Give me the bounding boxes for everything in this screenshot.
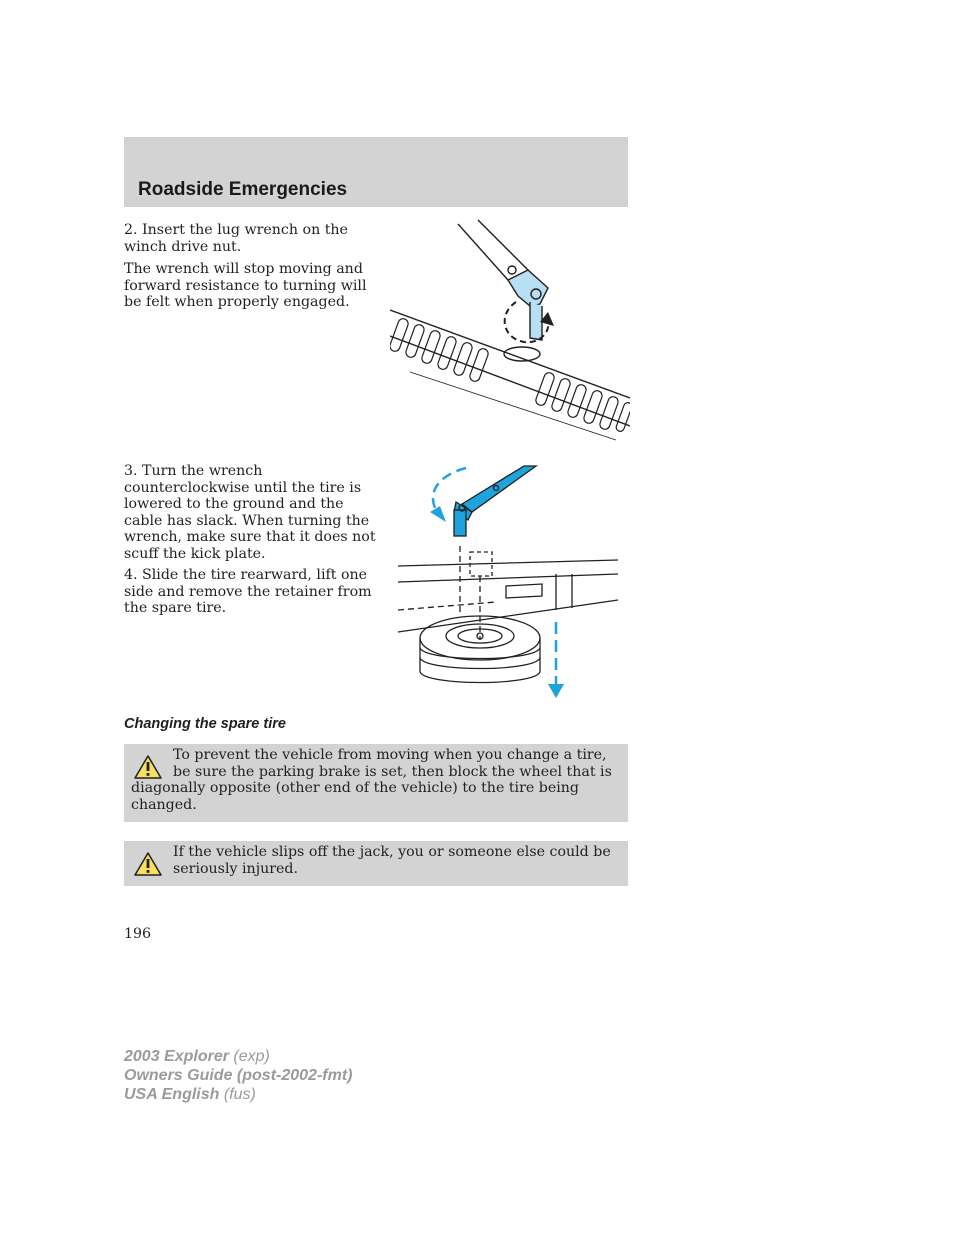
footer-model-code: (exp) bbox=[233, 1048, 270, 1065]
document-footer bbox=[124, 1047, 352, 1104]
footer-language-code: (fus) bbox=[223, 1086, 256, 1103]
step-2-note: The wrench will stop moving and forward resistance to turning will be felt when properly engaged. bbox=[124, 261, 367, 310]
warning-text-parking-brake: To prevent the vehicle from moving when you change a tire, be sure the parking brake is set, then block the wheel that is diagonally opposite (other end of the vehicle) to the tire being changed. bbox=[131, 747, 612, 813]
page-number: 196 bbox=[124, 926, 152, 942]
warning-box-jack-slip bbox=[124, 841, 628, 886]
section-title: Roadside Emergencies bbox=[138, 179, 348, 200]
warning-triangle-icon bbox=[134, 754, 162, 780]
section-subheading: Changing the spare tire bbox=[124, 716, 286, 732]
step-2-text: 2. Insert the lug wrench on the winch drive nut. bbox=[124, 222, 348, 255]
step-4-text: 4. Slide the tire rearward, lift one side and remove the retainer from the spare tire. bbox=[124, 567, 372, 616]
warning-triangle-icon bbox=[134, 851, 162, 877]
wrench-engaging-winch-illustration bbox=[390, 218, 630, 444]
step-3-text: 3. Turn the wrench counterclockwise until the tire is lowered to the ground and the cable has slack. When turning the wrench, make sure that it does not scuff the kick plate. bbox=[124, 463, 376, 562]
footer-model: 2003 Explorer bbox=[124, 1048, 229, 1065]
footer-language: USA English bbox=[124, 1086, 220, 1103]
footer-guide: Owners Guide (post-2002-fmt) bbox=[124, 1067, 353, 1084]
warning-text-jack-slip: If the vehicle slips off the jack, you or someone else could be seriously injured. bbox=[173, 844, 611, 877]
lowering-spare-tire-illustration bbox=[396, 462, 622, 700]
warning-box-parking-brake bbox=[124, 744, 628, 822]
section-header-band bbox=[124, 137, 628, 207]
